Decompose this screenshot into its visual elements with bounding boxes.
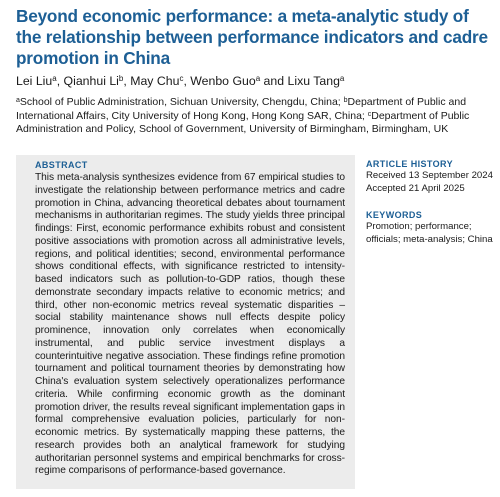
accepted-date: Accepted 21 April 2025 — [366, 182, 465, 194]
affiliation-text: School of Public Administration, Sichuan University, Chengdu, China; — [19, 96, 344, 108]
article-title: Beyond economic performance: a meta-analytic study of the relationship between performance indicators and cadre promotion in China — [16, 6, 488, 68]
author-separator: , — [56, 74, 64, 88]
abstract-box — [16, 155, 355, 489]
abstract-text: This meta-analysis synthesizes evidence from 67 empirical studies to investigate the relationship between performance metrics and cadre promotion in China, advancing theoretical debates about tournament mechanisms in authoritarian regimes. The study yields three principal findings: First, economic performance exhibits robust and consistent positive associations with promotion across all administrative levels, regions, and political identities; second, environmental performance shows conditional effects, with significance restricted to intensity-based indicators such as pollution-to-GDP ratios, though these demonstrate secondary impacts relative to economic metrics; and third, other non-economic metrics reveal systematic disparities – social stability maintenance shows null effects despite policy prominence, innovation only correlates when economically instrumental, and public service investment displays a counterintuitive negative association. These findings refine promotion tournament and political tournament theories by demonstrating how China's evaluation system selectively operationalizes performance criteria. While confirming economic growth as the dominant promotion driver, the results reveal significant implementation gaps in formal comprehensive evaluation policies, particularly for non-economic metrics. By systematically mapping these patterns, the research provides both an analytical framework for studying authoritarian personnel systems and empirical benchmarks for cross-regime comparisons of performance-based governance. — [35, 172, 345, 477]
article-info-sidebar — [366, 158, 494, 246]
article-history-heading: ARTICLE HISTORY — [366, 159, 454, 169]
affiliation-mark: b — [343, 97, 348, 104]
affiliation-mark: a — [16, 97, 20, 104]
author-affiliation-mark: b — [118, 74, 124, 83]
author-name[interactable]: Qianhui Li — [63, 74, 119, 88]
author-separator: , — [123, 74, 131, 88]
received-date: Received 13 September 2024 — [366, 170, 493, 181]
author-list — [16, 74, 486, 88]
author-affiliation-mark: a — [52, 74, 57, 83]
author-name[interactable]: Lixu Tang — [287, 74, 340, 88]
author-separator: , — [183, 74, 191, 88]
affiliation-mark: c — [367, 110, 372, 118]
author-name[interactable]: May Chu — [130, 74, 180, 88]
keywords-text: Promotion; performance; officials; meta-analysis; China — [366, 221, 493, 245]
affiliation-text: Department of Public and International Affairs, City University of Hong Kong, Hong Kong SAR, China; — [16, 96, 467, 122]
abstract-heading: ABSTRACT — [35, 160, 88, 170]
author-name[interactable]: Lei Liu — [16, 74, 53, 88]
author-affiliation-mark: a — [339, 74, 345, 83]
affiliation-text: Department of Public Administration and Policy, School of Government, University of Birmingham, Birmingham, UK — [16, 109, 470, 135]
keywords-heading: KEYWORDS — [366, 210, 423, 220]
author-name[interactable]: Wenbo Guo — [190, 74, 256, 88]
author-affiliation-mark: c — [179, 74, 184, 83]
author-separator: and — [260, 74, 288, 88]
author-affiliation-mark: a — [255, 74, 261, 83]
affiliations — [16, 96, 486, 137]
